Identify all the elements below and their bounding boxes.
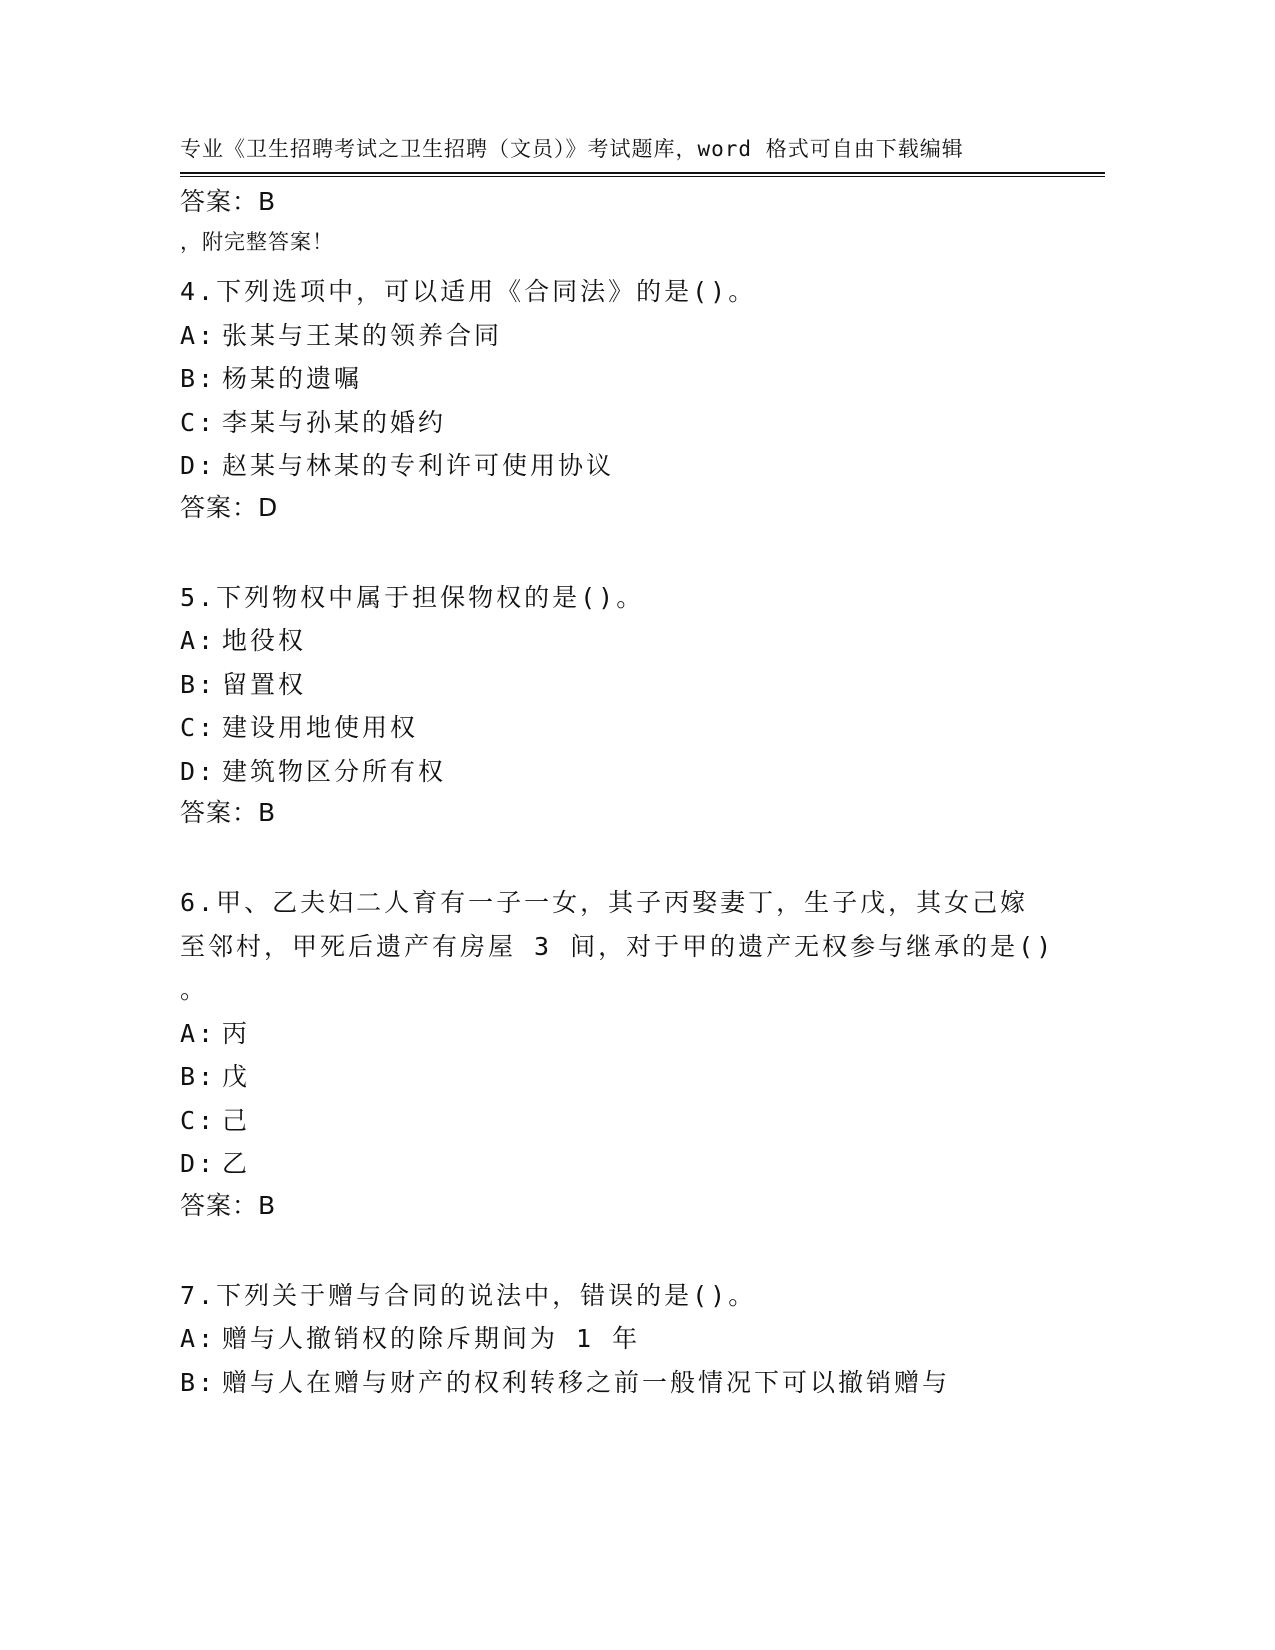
header-line-2: ，附完整答案！ — [180, 230, 334, 254]
option-text: 赠与人在赠与财产的权利转移之前一般情况下可以撤销赠与 — [222, 1367, 951, 1397]
option-key: A: — [180, 320, 217, 350]
option-b — [180, 663, 1040, 707]
option-key: B: — [180, 364, 217, 393]
question-7 — [180, 1274, 1040, 1405]
option-text: 赠与人撤销权的除斥期间为 1 年 — [222, 1324, 641, 1353]
question-text — [180, 576, 1040, 620]
option-text: 李某与孙某的婚约 — [222, 407, 447, 437]
option-text: 留置权 — [222, 669, 307, 699]
option-c — [180, 1099, 1040, 1143]
question-list — [180, 182, 1055, 1404]
option-key: D: — [180, 451, 217, 480]
option-key: C: — [180, 713, 217, 742]
header-divider-thick — [180, 172, 1105, 174]
option-text: 丙 — [222, 1018, 251, 1048]
answer-line: 答案：D — [180, 492, 279, 522]
option-a — [180, 1012, 1040, 1056]
question-text — [180, 270, 1040, 314]
question-line: 5.下列物权中属于担保物权的是()。 — [180, 582, 645, 612]
question-line: 至邻村，甲死后遗产有房屋 3 间，对于甲的遗产无权参与继承的是() — [180, 931, 1055, 961]
option-c — [180, 706, 1040, 750]
option-text: 戊 — [222, 1062, 251, 1091]
question-text — [180, 881, 1055, 1012]
header-divider-thin — [180, 176, 1105, 177]
option-key: D: — [180, 756, 217, 786]
option-a — [180, 1317, 1040, 1361]
answer-line: 答案：B — [180, 187, 277, 216]
option-key: A: — [180, 1324, 217, 1353]
option-b — [180, 1055, 1040, 1099]
option-b — [180, 1361, 1040, 1405]
option-d — [180, 750, 1040, 794]
option-key: A: — [180, 626, 217, 655]
option-b — [180, 357, 1040, 401]
option-key: B: — [180, 669, 217, 699]
answer-line: 答案：B — [180, 1190, 277, 1220]
option-a — [180, 314, 1040, 358]
option-key: D: — [180, 1149, 217, 1178]
option-key: C: — [180, 1105, 217, 1135]
question-4 — [180, 270, 1040, 528]
option-d — [180, 1142, 1040, 1186]
option-text: 赵某与林某的专利许可使用协议 — [222, 451, 615, 480]
question-5 — [180, 576, 1040, 834]
option-text: 杨某的遗嘱 — [222, 364, 363, 393]
question-6 — [180, 881, 1055, 1226]
option-a — [180, 619, 1040, 663]
question-line: 。 — [180, 975, 209, 1004]
option-text: 张某与王某的领养合同 — [222, 320, 503, 350]
question-line: 7.下列关于赠与合同的说法中，错误的是()。 — [180, 1280, 757, 1310]
option-key: A: — [180, 1018, 217, 1048]
option-d — [180, 444, 1040, 488]
question-line: 4.下列选项中，可以适用《合同法》的是()。 — [180, 277, 757, 306]
option-c — [180, 401, 1040, 445]
question-line: 6.甲、乙夫妇二人育有一子一女，其子丙娶妻丁，生子戊，其女己嫁 — [180, 888, 1029, 917]
answer-line: 答案：B — [180, 798, 277, 827]
question-text — [180, 1274, 1040, 1318]
option-key: B: — [180, 1062, 217, 1091]
option-text: 建筑物区分所有权 — [222, 756, 447, 786]
option-text: 建设用地使用权 — [222, 713, 419, 742]
option-key: C: — [180, 407, 217, 437]
option-key: B: — [180, 1367, 217, 1397]
header-line-1: 专业《卫生招聘考试之卫生招聘（文员）》考试题库，word 格式可自由下载编辑 — [180, 137, 964, 161]
option-text: 地役权 — [222, 626, 307, 655]
option-text: 己 — [222, 1105, 251, 1135]
option-text: 乙 — [222, 1149, 251, 1178]
